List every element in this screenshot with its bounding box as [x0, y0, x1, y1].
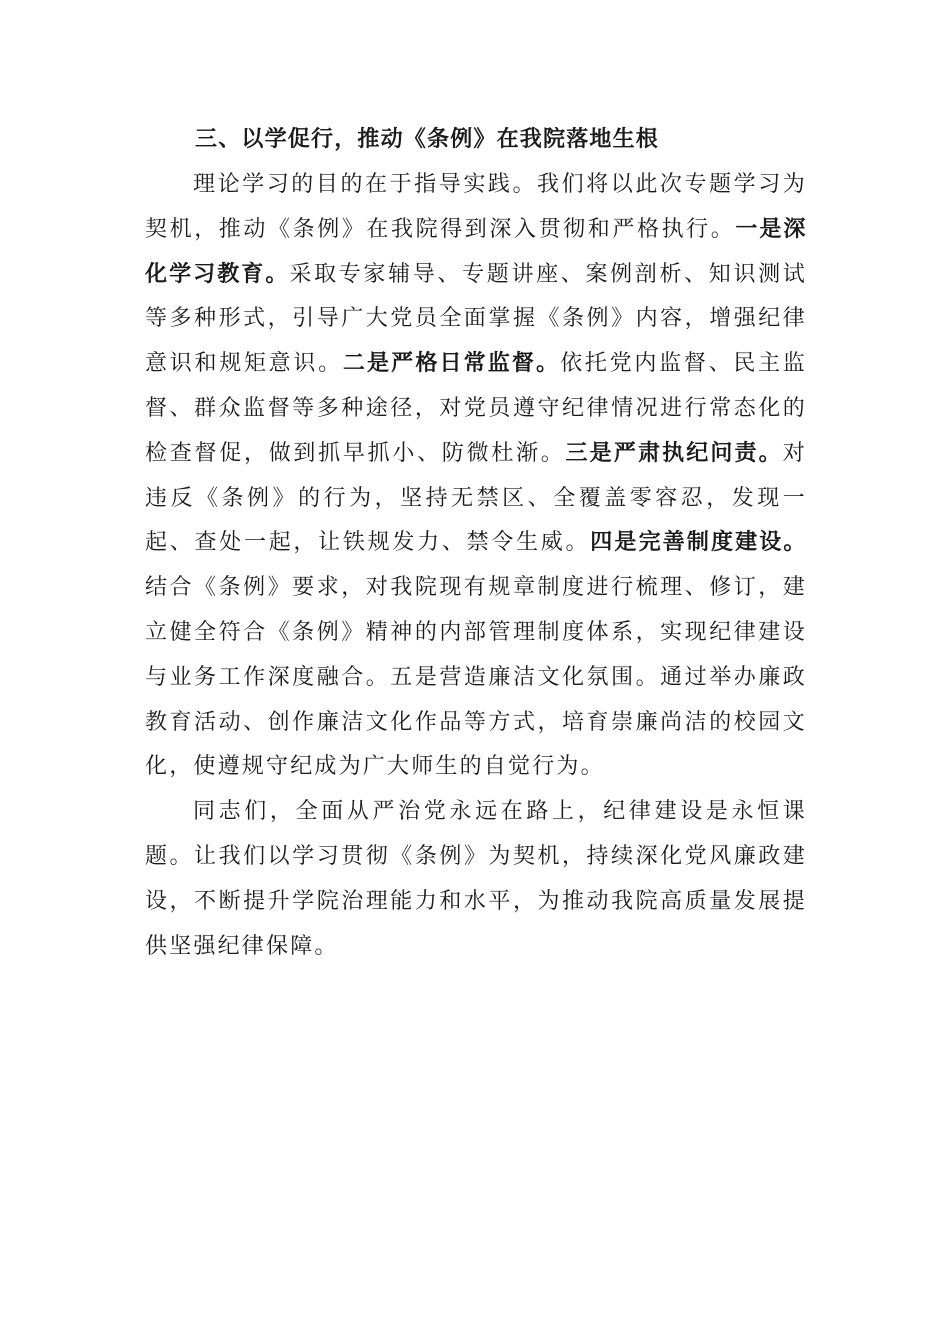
item-title-4: 四是完善制度建设。: [590, 530, 808, 556]
item-title-2: 二是严格日常监督。: [342, 351, 561, 377]
section-heading: 三、以学促行，推动《条例》在我院落地生根: [195, 127, 660, 152]
document-body: [145, 117, 807, 969]
item-text-1: 采取专家辅导、专题讲座、案例剖析、知识测试等多种形式，引导广大党员全面掌握《条例》内容，增强纪律意识和规矩意识。: [145, 261, 807, 377]
item-text-4: 结合《条例》要求，对我院现有规章制度进行梳理、修订，建立健全符合《条例》精神的内部管理制度体系，实现纪律建设与业务工作深度融合。五是营造廉洁文化氛围。通过举办廉政教育活动、创作廉洁文化作品等方式，培育崇廉尚洁的校园文化，使遵规守纪成为广大师生的自觉行为。: [145, 575, 807, 780]
paragraph-intro: 理论学习的目的在于指导实践。我们将以此次专题学习为契机，推动《条例》在我院得到深入贯彻和严格执行。: [145, 172, 807, 242]
item-text-2: 依托党内监督、民主监督、群众监督等多种途径，对党员遵守纪律情况进行常态化的检查督促，做到抓早抓小、防微杜渐。: [145, 351, 807, 466]
item-text-3: 对违反《条例》的行为，坚持无禁区、全覆盖零容忍，发现一起、查处一起，让铁规发力、禁令生威。: [145, 440, 807, 556]
item-title-1: 一是深化学习教育。: [145, 216, 807, 287]
closing-paragraph: 同志们，全面从严治党永远在路上，纪律建设是永恒课题。让我们以学习贯彻《条例》为契机，持续深化党风廉政建设，不断提升学院治理能力和水平，为推动我院高质量发展提供坚强纪律保障。: [145, 799, 807, 959]
body-paragraph-practice: [145, 163, 807, 790]
item-title-3: 三是严肃执纪问责。: [565, 440, 783, 466]
